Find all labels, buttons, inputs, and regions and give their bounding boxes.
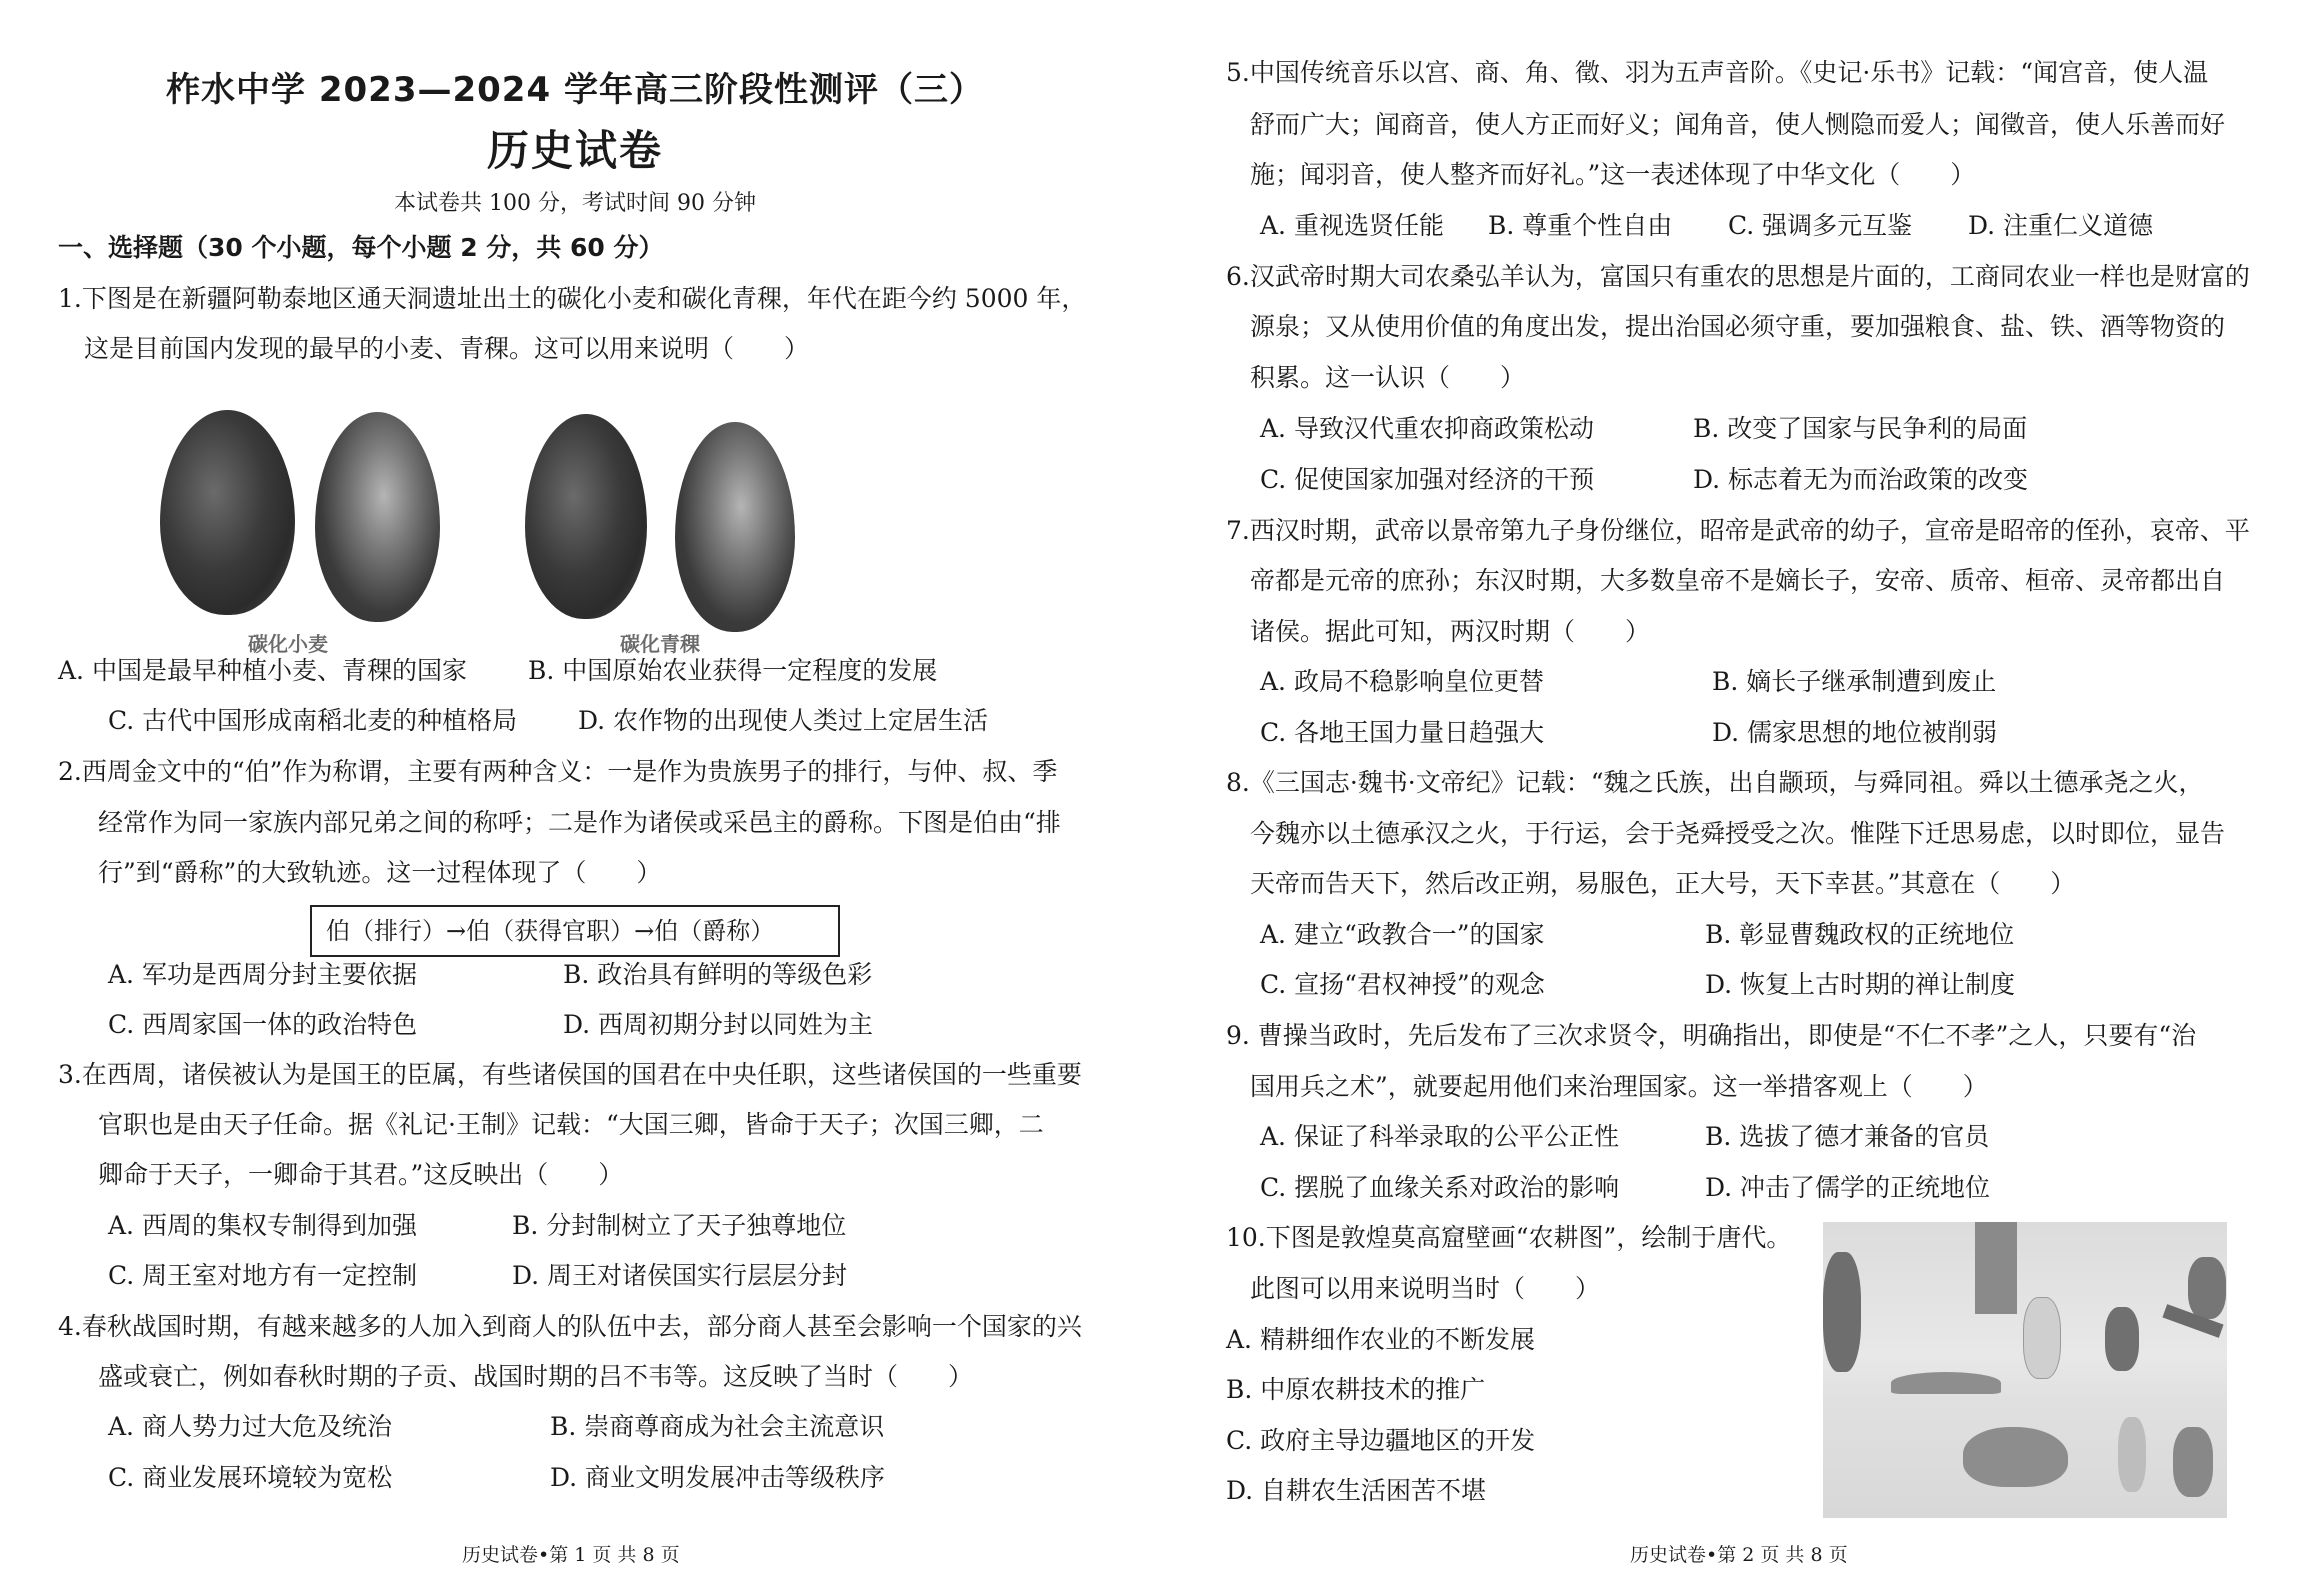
question-8-line-2: 今魏亦以土德承汉之火，于行运，会于尧舜授受之次。惟陛下迁思易虑，以时即位，显告 <box>1250 819 2226 848</box>
title-evolution-flow-box: 伯（排行）→伯（获得官职）→伯（爵称） <box>310 905 840 957</box>
q1-option-a[interactable]: A. 中国是最早种植小麦、青稞的国家 <box>58 656 467 685</box>
q6-option-c[interactable]: C. 促使国家加强对经济的干预 <box>1260 465 1595 494</box>
q2-option-c[interactable]: C. 西周家国一体的政治特色 <box>108 1010 418 1039</box>
q6-option-d[interactable]: D. 标志着无为而治政策的改变 <box>1693 465 2029 494</box>
q2-option-a[interactable]: A. 军功是西周分封主要依据 <box>108 960 417 989</box>
question-6-line-2: 源泉；又从使用价值的角度出发，提出治国必须守重，要加强粮食、盐、铁、酒等物资的 <box>1250 312 2226 341</box>
question-2-line-3: 行”到“爵称”的大致轨迹。这一过程体现了（ ） <box>98 858 662 887</box>
question-6-line-3: 积累。这一认识（ ） <box>1250 363 1526 392</box>
barley-grain-image-2 <box>675 422 795 632</box>
section-heading: 一、选择题（30 个小题，每个小题 2 分，共 60 分） <box>58 233 664 262</box>
q1-option-c[interactable]: C. 古代中国形成南稻北麦的种植格局 <box>108 706 518 735</box>
question-4-line-2: 盛或衰亡，例如春秋时期的子贡、战国时期的吕不韦等。这反映了当时（ ） <box>98 1362 974 1391</box>
q4-option-a[interactable]: A. 商人势力过大危及统治 <box>108 1412 392 1441</box>
mural-figure-left <box>1823 1252 1861 1372</box>
q7-option-a[interactable]: A. 政局不稳影响皇位更替 <box>1260 667 1544 696</box>
mural-figure-plowman <box>2118 1417 2146 1492</box>
question-10-line-1: 10.下图是敦煌莫高窟壁画“农耕图”，绘制于唐代。 <box>1226 1223 1792 1252</box>
q3-option-c[interactable]: C. 周王室对地方有一定控制 <box>108 1261 418 1290</box>
barley-grain-image-1 <box>525 414 647 619</box>
question-6-line-1: 6.汉武帝时期大司农桑弘羊认为，富国只有重农的思想是片面的，工商同农业一样也是财富的 <box>1226 262 2250 291</box>
q7-option-b[interactable]: B. 嫡长子继承制遭到废止 <box>1712 667 1997 696</box>
q8-option-d[interactable]: D. 恢复上古时期的禅让制度 <box>1705 970 2016 999</box>
q9-option-d[interactable]: D. 冲击了儒学的正统地位 <box>1705 1173 1991 1202</box>
q3-option-a[interactable]: A. 西周的集权专制得到加强 <box>108 1211 417 1240</box>
q8-option-c[interactable]: C. 宣扬“君权神授”的观念 <box>1260 970 1545 999</box>
q8-option-a[interactable]: A. 建立“政教合一”的国家 <box>1260 920 1545 949</box>
question-1-line-2: 这是目前国内发现的最早的小麦、青稞。这可以用来说明（ ） <box>84 334 810 363</box>
question-3-line-3: 卿命于天子，一卿命于其君。”这反映出（ ） <box>98 1160 624 1189</box>
q10-option-b[interactable]: B. 中原农耕技术的推广 <box>1226 1375 1486 1404</box>
mural-figure-right <box>2173 1427 2213 1497</box>
wheat-grain-image-2 <box>315 412 440 622</box>
subject-title: 历史试卷 <box>486 126 663 175</box>
q7-option-c[interactable]: C. 各地王国力量日趋强大 <box>1260 718 1545 747</box>
dunhuang-farming-mural-image <box>1823 1222 2227 1518</box>
q3-option-d[interactable]: D. 周王对诸侯国实行层层分封 <box>512 1261 848 1290</box>
q2-option-b[interactable]: B. 政治具有鲜明的等级色彩 <box>563 960 873 989</box>
question-9-line-2: 国用兵之术”，就要起用他们来治理国家。这一举措客观上（ ） <box>1250 1072 1988 1101</box>
question-2-line-2: 经常作为同一家族内部兄弟之间的称呼；二是作为诸侯或采邑主的爵称。下图是伯由“排 <box>98 808 1061 837</box>
q2-option-d[interactable]: D. 西周初期分封以同姓为主 <box>563 1010 874 1039</box>
question-9-line-1: 9. 曹操当政时，先后发布了三次求贤令，明确指出，即使是“不仁不孝”之人，只要有“治 <box>1226 1021 2197 1050</box>
question-2-line-1: 2.西周金文中的“伯”作为称谓，主要有两种含义：一是作为贵族男子的排行，与仲、叔、季 <box>58 757 1058 786</box>
q7-option-d[interactable]: D. 儒家思想的地位被削弱 <box>1712 718 1998 747</box>
exam-info: 本试卷共 100 分，考试时间 90 分钟 <box>394 191 756 216</box>
mural-figure-center <box>2023 1297 2061 1379</box>
q4-option-c[interactable]: C. 商业发展环境较为宽松 <box>108 1463 393 1492</box>
q3-option-b[interactable]: B. 分封制树立了天子独尊地位 <box>512 1211 847 1240</box>
question-4-line-1: 4.春秋战国时期，有越来越多的人加入到商人的队伍中去，部分商人甚至会影响一个国家的兴 <box>58 1312 1082 1341</box>
q5-option-d[interactable]: D. 注重仁义道德 <box>1968 211 2154 240</box>
q4-option-b[interactable]: B. 崇商尊商成为社会主流意识 <box>550 1412 885 1441</box>
mural-figure-seated <box>2188 1257 2226 1319</box>
question-10-line-2: 此图可以用来说明当时（ ） <box>1250 1274 1601 1303</box>
page-footer-1: 历史试卷•第 1 页 共 8 页 <box>462 1544 680 1566</box>
question-7-line-1: 7.西汉时期，武帝以景帝第九子身份继位，昭帝是武帝的幼子，宣帝是昭帝的侄孙，哀帝、平 <box>1226 516 2250 545</box>
wheat-grain-image-1 <box>160 410 295 615</box>
question-8-line-3: 天帝而告天下，然后改正朔，易服色，正大号，天下幸甚。”其意在（ ） <box>1250 869 2076 898</box>
mural-pillar <box>1975 1222 2017 1314</box>
figure-label-barley: 碳化青稞 <box>620 632 700 656</box>
mural-grain-pile <box>1891 1372 2001 1394</box>
question-7-line-2: 帝都是元帝的庶孙；东汉时期，大多数皇帝不是嫡长子，安帝、质帝、桓帝、灵帝都出自 <box>1250 566 2226 595</box>
question-5-line-2: 舒而广大；闻商音，使人方正而好义；闻角音，使人恻隐而爱人；闻徵音，使人乐善而好 <box>1250 110 2226 139</box>
question-1-line-1: 1.下图是在新疆阿勒泰地区通天洞遗址出土的碳化小麦和碳化青稞，年代在距今约 5000 年， <box>58 284 1087 313</box>
question-5-line-3: 施；闻羽音，使人整齐而好礼。”这一表述体现了中华文化（ ） <box>1250 160 1976 189</box>
q9-option-c[interactable]: C. 摆脱了血缘关系对政治的影响 <box>1260 1173 1620 1202</box>
q9-option-b[interactable]: B. 选拔了德才兼备的官员 <box>1705 1122 1990 1151</box>
q8-option-b[interactable]: B. 彰显曹魏政权的正统地位 <box>1705 920 2015 949</box>
q6-option-a[interactable]: A. 导致汉代重农抑商政策松动 <box>1260 414 1594 443</box>
q1-option-d[interactable]: D. 农作物的出现使人类过上定居生活 <box>578 706 989 735</box>
q10-option-c[interactable]: C. 政府主导边疆地区的开发 <box>1226 1426 1536 1455</box>
question-3-line-1: 3.在西周，诸侯被认为是国王的臣属，有些诸侯国的国君在中央任职，这些诸侯国的一些重要 <box>58 1060 1082 1089</box>
question-8-line-1: 8.《三国志·魏书·文帝纪》记载：“魏之氏族，出自颛顼，与舜同祖。舜以土德承尧之火， <box>1226 768 2204 797</box>
q5-option-a[interactable]: A. 重视选贤任能 <box>1260 211 1444 240</box>
page-footer-2: 历史试卷•第 2 页 共 8 页 <box>1630 1544 1848 1566</box>
q1-option-b[interactable]: B. 中国原始农业获得一定程度的发展 <box>528 656 938 685</box>
q5-option-c[interactable]: C. 强调多元互鉴 <box>1728 211 1913 240</box>
exam-title: 柞水中学 2023—2024 学年高三阶段性测评（三） <box>166 70 984 110</box>
mural-ox <box>1963 1427 2068 1487</box>
figure-label-wheat: 碳化小麦 <box>248 632 328 656</box>
q6-option-b[interactable]: B. 改变了国家与民争利的局面 <box>1693 414 2028 443</box>
mural-figure-kneeling <box>2105 1307 2139 1371</box>
q10-option-d[interactable]: D. 自耕农生活困苦不堪 <box>1226 1476 1487 1505</box>
q9-option-a[interactable]: A. 保证了科举录取的公平公正性 <box>1260 1122 1619 1151</box>
q10-option-a[interactable]: A. 精耕细作农业的不断发展 <box>1226 1325 1535 1354</box>
exam-page-1 <box>0 0 1150 1594</box>
question-7-line-3: 诸侯。据此可知，两汉时期（ ） <box>1250 617 1651 646</box>
carbonized-grain-figure <box>140 400 820 660</box>
q5-option-b[interactable]: B. 尊重个性自由 <box>1488 211 1673 240</box>
q4-option-d[interactable]: D. 商业文明发展冲击等级秩序 <box>550 1463 886 1492</box>
question-5-line-1: 5.中国传统音乐以宫、商、角、徵、羽为五声音阶。《史记·乐书》记载：“闻宫音，使人温 <box>1226 58 2209 87</box>
question-3-line-2: 官职也是由天子任命。据《礼记·王制》记载：“大国三卿，皆命于天子；次国三卿，二 <box>98 1110 1044 1139</box>
